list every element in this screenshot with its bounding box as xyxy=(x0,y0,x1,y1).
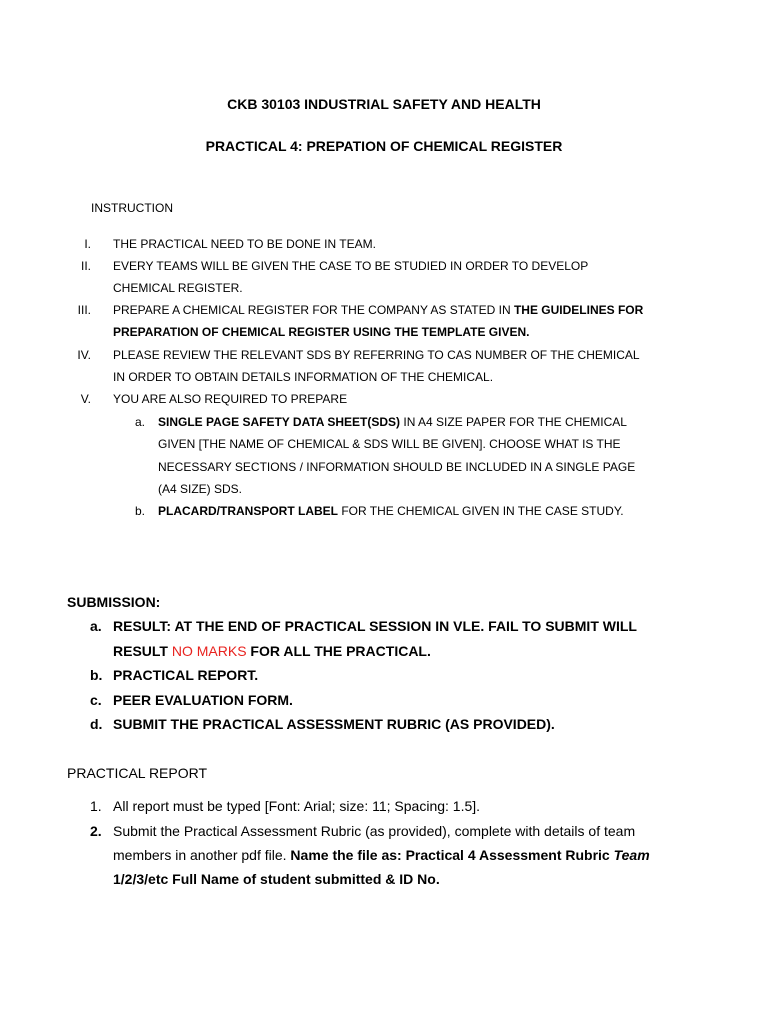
sub-item-plain: IN A4 SIZE PAPER FOR THE CHEMICAL xyxy=(400,415,627,429)
instruction-item-text: IN ORDER TO OBTAIN DETAILS INFORMATION OF THE CHEMICAL. xyxy=(113,370,494,384)
practical-title: PRACTICAL 4: PREPATION OF CHEMICAL REGISTER xyxy=(205,138,563,154)
sub-item-letter: b. xyxy=(135,504,146,518)
sub-item-text: GIVEN [THE NAME OF CHEMICAL & SDS WILL BE GIVEN]. CHOOSE WHAT IS THE xyxy=(158,437,621,451)
instruction-item-number: V. xyxy=(80,392,91,406)
submission-heading: SUBMISSION: xyxy=(67,594,161,610)
instruction-item-text: PLEASE REVIEW THE RELEVANT SDS BY REFERRING TO CAS NUMBER OF THE CHEMICAL xyxy=(113,348,640,362)
sub-item-text xyxy=(158,415,627,429)
instruction-item-text: THE PRACTICAL NEED TO BE DONE IN TEAM. xyxy=(113,237,376,251)
instruction-item-number: IV. xyxy=(77,348,91,362)
report-item-text: Submit the Practical Assessment Rubric (as provided), complete with details of team xyxy=(113,823,636,839)
practical-report-heading: PRACTICAL REPORT xyxy=(67,765,208,781)
submission-item-b: PRACTICAL REPORT. xyxy=(113,667,259,683)
submission-item-d: SUBMIT THE PRACTICAL ASSESSMENT RUBRIC (AS PROVIDED). xyxy=(113,716,555,732)
submission-item-a-cont xyxy=(113,643,431,659)
report-file-name-rule: Name the file as: Practical 4 Assessment Rubric xyxy=(290,847,614,863)
report-item-number: 2. xyxy=(90,823,102,839)
instruction-item-number: III. xyxy=(77,303,91,317)
instruction-heading: INSTRUCTION xyxy=(91,201,173,215)
instruction-item-number: I. xyxy=(84,237,91,251)
submission-text: FOR ALL THE PRACTICAL. xyxy=(246,643,431,659)
instruction-item-text: YOU ARE ALSO REQUIRED TO PREPARE xyxy=(113,392,348,406)
sub-item-text: (A4 SIZE) SDS. xyxy=(158,482,243,496)
sub-item-plain: FOR THE CHEMICAL GIVEN IN THE CASE STUDY. xyxy=(338,504,624,518)
submission-item-c: PEER EVALUATION FORM. xyxy=(113,692,293,708)
instruction-item-text: EVERY TEAMS WILL BE GIVEN THE CASE TO BE STUDIED IN ORDER TO DEVELOP xyxy=(113,259,589,273)
report-item-text: All report must be typed [Font: Arial; size: 11; Spacing: 1.5]. xyxy=(113,798,481,814)
instruction-item-plain: PREPARE A CHEMICAL REGISTER FOR THE COMPANY AS STATED IN xyxy=(113,303,514,317)
instruction-item-emphasis: THE GUIDELINES FOR xyxy=(513,303,644,317)
no-marks-warning: NO MARKS xyxy=(171,643,247,659)
report-file-name-rule: 1/2/3/etc Full Name of student submitted & ID No. xyxy=(113,871,440,887)
submission-letter: b. xyxy=(90,667,103,683)
submission-letter: d. xyxy=(90,716,103,732)
course-title: CKB 30103 INDUSTRIAL SAFETY AND HEALTH xyxy=(227,96,541,112)
report-text-plain: members in another pdf file. xyxy=(113,847,291,863)
instruction-item-emphasis: PREPARATION OF CHEMICAL REGISTER USING THE TEMPLATE GIVEN. xyxy=(113,325,530,339)
sub-item-emphasis: PLACARD/TRANSPORT LABEL xyxy=(158,504,338,518)
report-file-name-team: Team xyxy=(613,847,650,863)
instruction-item-number: II. xyxy=(80,259,91,273)
report-item-text xyxy=(113,847,650,863)
sub-item-text xyxy=(158,504,624,518)
sub-item-letter: a. xyxy=(135,415,146,429)
sub-item-emphasis: SINGLE PAGE SAFETY DATA SHEET(SDS) xyxy=(158,415,401,429)
instruction-item-text xyxy=(113,303,643,317)
submission-letter: a. xyxy=(90,618,102,634)
sub-item-text: NECESSARY SECTIONS / INFORMATION SHOULD BE INCLUDED IN A SINGLE PAGE xyxy=(158,460,636,474)
instruction-item-text: CHEMICAL REGISTER. xyxy=(113,281,243,295)
submission-letter: c. xyxy=(90,692,102,708)
report-item-number: 1. xyxy=(90,798,102,814)
submission-text: RESULT xyxy=(113,643,172,659)
submission-item-a: RESULT: AT THE END OF PRACTICAL SESSION IN VLE. FAIL TO SUBMIT WILL xyxy=(113,618,637,634)
